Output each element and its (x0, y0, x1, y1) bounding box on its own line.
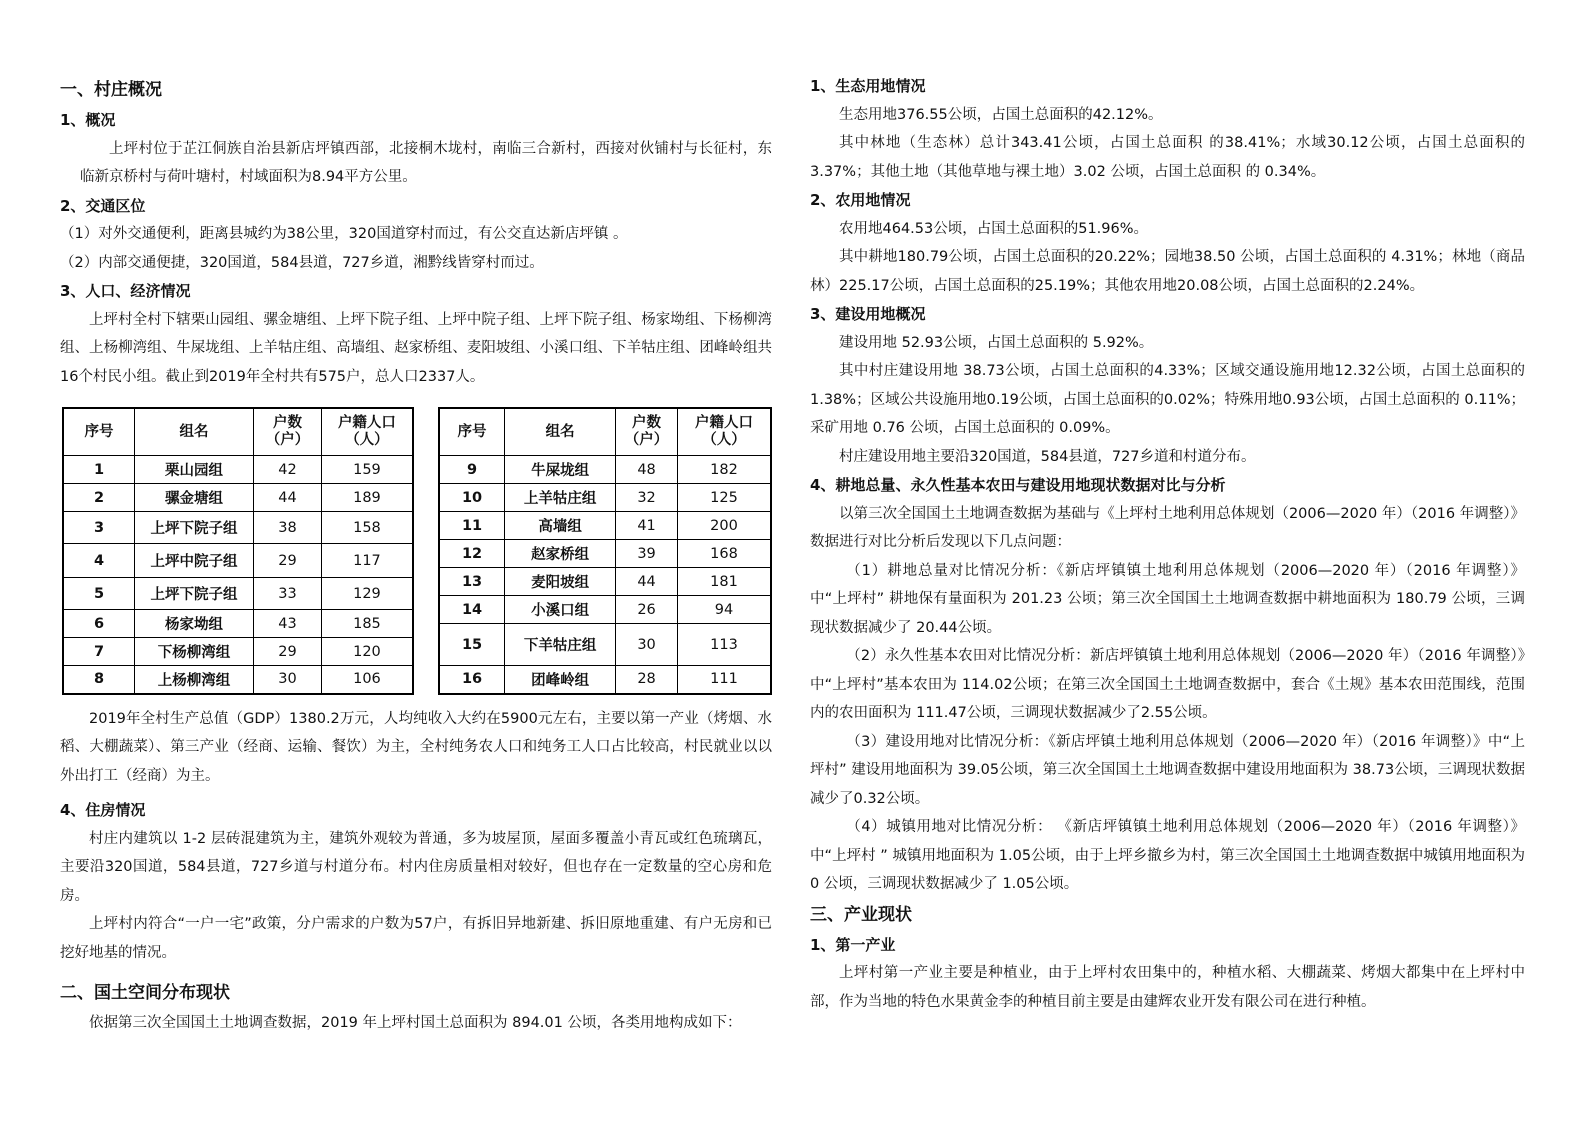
cell-households: 30 (254, 666, 322, 694)
cell-population: 185 (321, 610, 413, 638)
cell-serial: 5 (63, 578, 135, 610)
section-title-industry: 三、产业现状 (810, 904, 912, 925)
subsection-title-ecological-land: 1、生态用地情况 (810, 77, 926, 95)
cell-households: 33 (254, 578, 322, 610)
cell-households: 41 (616, 512, 678, 540)
agricultural-land-paragraph-2: 其中耕地180.79公顷，占国土总面积的20.22%；园地38.50 公顷，占国土总面积的 4.31%；林地（商品林）225.17公顷，占国土总面积的25.19%；其他农用地20.08公顷，占国土总面积的2.24%。 (810, 249, 1525, 294)
table-row (63, 578, 413, 610)
cell-population: 168 (677, 540, 771, 568)
table-header-row (63, 408, 413, 456)
header-group-name: 组名 (135, 408, 254, 456)
traffic-item-2: （2）内部交通便捷，320国道，584县道，727乡道，湘黔线皆穿村而过。 (60, 254, 544, 271)
cell-group-name: 下羊牯庄组 (505, 624, 616, 666)
cell-households: 30 (616, 624, 678, 666)
subsection-title-housing: 4、住房情况 (60, 801, 146, 819)
construction-land-paragraph-2: 其中村庄建设用地 38.73公顷，占国土总面积的4.33%；区域交通设施用地12.32公顷，占国土总面积的1.38%；区域公共设施用地0.19公顷，占国土总面积的0.02%；特殊用地0.93公顷，占国土总面积的 0.11%； 采矿用地 0.76 公顷，占国土总面积的 0.09%。 (810, 363, 1525, 436)
table-row (63, 610, 413, 638)
header-households: 户数 （户） (254, 408, 322, 456)
table-row (439, 512, 771, 540)
cell-group-name: 牛屎垅组 (505, 456, 616, 484)
table-row (63, 512, 413, 544)
traffic-item-1: （1）对外交通便利，距离县城约为38公里，320国道穿村而过，有公交直达新店坪镇 。 (60, 226, 628, 242)
construction-land-paragraph-3: 村庄建设用地主要沿320国道，584县道，727乡道和村道分布。 (839, 448, 1256, 465)
cell-households: 48 (616, 456, 678, 484)
cell-population: 159 (321, 456, 413, 484)
cell-group-name: 小溪口组 (505, 596, 616, 624)
cell-households: 39 (616, 540, 678, 568)
cell-serial: 8 (63, 666, 135, 694)
cell-serial: 10 (439, 484, 505, 512)
left-column (60, 74, 772, 1038)
header-serial: 序号 (439, 408, 505, 456)
comparison-item-2: （2）永久性基本农田对比情况分析：新店坪镇镇土地利用总体规划（2006—2020 年）（2016 年调整）》中“上坪村”基本农田为 114.02公顷；在第三次全国国土土地调查数据中，套合《土规》基本农田范围线，范围内的农田面积为 111.47公顷，三调现状数据减少了2.55公顷。 (810, 648, 1525, 721)
section-title-land-distribution: 二、国土空间分布现状 (60, 983, 230, 1003)
cell-group-name: 杨家坳组 (135, 610, 254, 638)
comparison-item-4: （4）城镇用地对比情况分析： 《新店坪镇镇土地利用总体规划（2006—2020 年）（2016 年调整）》中“上坪村 ” 城镇用地面积为 1.05公顷，由于上坪乡撤乡为村，第三次全国国土土地调查数据中城镇用地面积为 0 公顷，三调现状数据减少了 1.05公顷。 (810, 819, 1525, 892)
cell-households: 44 (616, 568, 678, 596)
table-row (439, 666, 771, 694)
table-row (439, 456, 771, 484)
subsection-title-agricultural-land: 2、农用地情况 (810, 191, 911, 209)
cell-population: 117 (321, 544, 413, 578)
cell-population: 94 (677, 596, 771, 624)
section-title-village-overview: 一、村庄概况 (60, 80, 162, 100)
subsection-title-comparison: 4、耕地总量、永久性基本农田与建设用地现状数据对比与分析 (810, 476, 1226, 494)
table-row (63, 666, 413, 694)
table-row (63, 544, 413, 578)
comparison-item-1: （1）耕地总量对比情况分析：《新店坪镇镇土地利用总体规划（2006—2020 年）（2016 年调整）》中“上坪村” 耕地保有量面积为 201.23 公顷；第三次全国国土土地调查数据中耕地面积为 180.79 公顷，三调现状数据减少了 20.44公顷。 (810, 562, 1525, 636)
cell-serial: 7 (63, 638, 135, 666)
cell-group-name: 团峰岭组 (505, 666, 616, 694)
population-table-2 (438, 407, 772, 695)
cell-population: 200 (677, 512, 771, 540)
ecological-land-paragraph-1: 生态用地376.55公顷，占国土总面积的42.12%。 (839, 106, 1163, 123)
cell-serial: 1 (63, 456, 135, 484)
subsection-title-primary-industry: 1、第一产业 (810, 935, 896, 954)
population-table-1 (62, 407, 414, 695)
cell-population: 189 (321, 484, 413, 512)
cell-households: 32 (616, 484, 678, 512)
housing-paragraph-1: 村庄内建筑以 1-2 层砖混建筑为主，建筑外观较为普通，多为坡屋顶，屋面多覆盖小青瓦或红色琉璃瓦，主要沿320国道，584县道，727乡道与村道分布。村内住房质量相对较好，但也存在一定数量的空心房和危房。 (60, 830, 772, 904)
cell-households: 29 (254, 544, 322, 578)
cell-households: 43 (254, 610, 322, 638)
cell-serial: 6 (63, 610, 135, 638)
cell-population: 120 (321, 638, 413, 666)
cell-serial: 11 (439, 512, 505, 540)
ecological-land-paragraph-2: 其中林地（生态林）总计343.41公顷，占国土总面积 的38.41%；水域30.12公顷，占国土总面积的3.37%；其他土地（其他草地与裸土地）3.02 公顷，占国土总面积 的 0.34%。 (810, 135, 1525, 180)
comparison-item-3: （3）建设用地对比情况分析：《新店坪镇土地利用总体规划（2006—2020 年）（2016 年调整）》中“上坪村” 建设用地面积为 39.05公顷，第三次全国国土土地调查数据中建设用地面积为 38.73公顷，三调现状数据减少了0.32公顷。 (810, 733, 1526, 807)
cell-population: 106 (321, 666, 413, 694)
cell-households: 26 (616, 596, 678, 624)
header-population: 户籍人口 （人） (677, 408, 771, 456)
cell-serial: 12 (439, 540, 505, 568)
table-row (63, 638, 413, 666)
cell-households: 38 (254, 512, 322, 544)
population-paragraph: 上坪村全村下辖栗山园组、骡金塘组、上坪下院子组、上坪中院子组、上坪下院子组、杨家坳组、下杨柳湾组、上杨柳湾组、牛屎垅组、上羊牯庄组、高墙组、赵家桥组、麦阳坡组、小溪口组、下羊牯庄组、团峰岭组共16个村民小组。截止到2019年全村共有575户，总人口2337人。 (60, 311, 772, 385)
table-row (63, 456, 413, 484)
cell-group-name: 下杨柳湾组 (135, 638, 254, 666)
cell-serial: 14 (439, 596, 505, 624)
primary-industry-paragraph: 上坪村第一产业主要是种植业，由于上坪村农田集中的，种植水稻、大棚蔬菜、烤烟大都集中在上坪村中部，作为当地的特色水果黄金李的种植目前主要是由建辉农业开发有限公司在进行种植。 (810, 965, 1525, 1010)
cell-serial: 2 (63, 484, 135, 512)
cell-households: 29 (254, 638, 322, 666)
cell-group-name: 骡金塘组 (135, 484, 254, 512)
table-header-row (439, 408, 771, 456)
cell-serial: 13 (439, 568, 505, 596)
cell-households: 44 (254, 484, 322, 512)
cell-households: 28 (616, 666, 678, 694)
cell-group-name: 赵家桥组 (505, 540, 616, 568)
cell-population: 125 (677, 484, 771, 512)
table-row (439, 596, 771, 624)
cell-serial: 16 (439, 666, 505, 694)
header-population: 户籍人口 （人） (321, 408, 413, 456)
subsection-title-population: 3、人口、经济情况 (60, 282, 191, 300)
header-serial: 序号 (63, 408, 135, 456)
cell-serial: 9 (439, 456, 505, 484)
cell-group-name: 高墙组 (505, 512, 616, 540)
housing-paragraph-2: 上坪村内符合“一户一宅”政策，分户需求的户数为57户，有拆旧异地新建、拆旧原地重建、有户无房和已挖好地基的情况。 (60, 916, 772, 961)
table-row (439, 484, 771, 512)
cell-group-name: 上坪下院子组 (135, 578, 254, 610)
population-tables (62, 407, 772, 695)
cell-population: 182 (677, 456, 771, 484)
cell-group-name: 上坪中院子组 (135, 544, 254, 578)
table-row (63, 484, 413, 512)
table-row (439, 540, 771, 568)
cell-population: 129 (321, 578, 413, 610)
cell-group-name: 上杨柳湾组 (135, 666, 254, 694)
cell-population: 181 (677, 568, 771, 596)
cell-group-name: 麦阳坡组 (505, 568, 616, 596)
overview-paragraph: 上坪村位于芷江侗族自治县新店坪镇西部，北接桐木垅村，南临三合新村，西接对伙铺村与长征村，东临新京桥村与荷叶塘村，村域面积为8.94平方公里。 (80, 140, 772, 185)
table-row (439, 624, 771, 666)
subsection-title-overview: 1、概况 (60, 111, 116, 129)
cell-group-name: 上羊牯庄组 (505, 484, 616, 512)
header-households: 户数 （户） (616, 408, 678, 456)
cell-households: 42 (254, 456, 322, 484)
land-distribution-paragraph: 依据第三次全国国土土地调查数据，2019 年上坪村国土总面积为 894.01 公顷，各类用地构成如下： (89, 1015, 742, 1031)
subsection-title-traffic: 2、交通区位 (60, 196, 146, 215)
cell-group-name: 栗山园组 (135, 456, 254, 484)
cell-serial: 3 (63, 512, 135, 544)
comparison-intro-paragraph: 以第三次全国国土土地调查数据为基础与《上坪村土地利用总体规划（2006—2020 年）（2016 年调整）》数据进行对比分析后发现以下几点问题： (810, 505, 1525, 550)
cell-serial: 4 (63, 544, 135, 578)
agricultural-land-paragraph-1: 农用地464.53公顷，占国土总面积的51.96%。 (839, 220, 1149, 237)
construction-land-paragraph-1: 建设用地 52.93公顷，占国土总面积的 5.92%。 (839, 334, 1154, 351)
header-group-name: 组名 (505, 408, 616, 456)
right-column (810, 72, 1525, 1016)
table-row (439, 568, 771, 596)
cell-group-name: 上坪下院子组 (135, 512, 254, 544)
economy-paragraph: 2019年全村生产总值（GDP）1380.2万元，人均纯收入大约在5900元左右，主要以第一产业（烤烟、水稻、大棚蔬菜）、第三产业（经商、运输、餐饮）为主，全村纯务农人口和纯务工人口占比较高，村民就业以以外出打工（经商）为主。 (60, 710, 772, 784)
cell-population: 113 (677, 624, 771, 666)
cell-serial: 15 (439, 624, 505, 666)
cell-population: 158 (321, 512, 413, 544)
cell-population: 111 (677, 666, 771, 694)
subsection-title-construction-land: 3、建设用地概况 (810, 305, 926, 323)
